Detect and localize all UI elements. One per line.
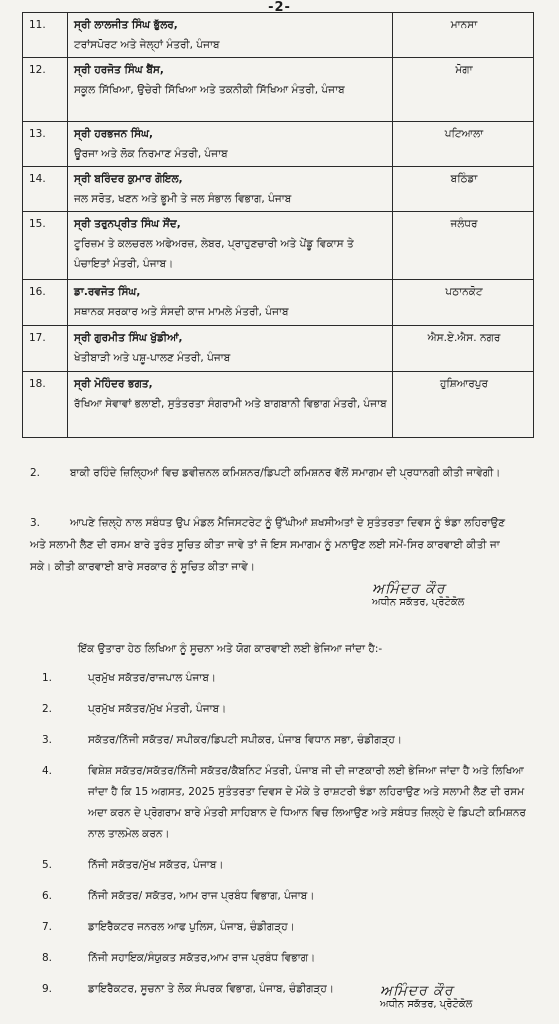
table-row: [23, 122, 534, 167]
serial-number: 14.: [23, 167, 68, 212]
signature: ਅਮਿੰਦਰ ਕੌਰ: [372, 581, 446, 597]
table-row: [23, 13, 534, 58]
officials-table: [22, 12, 534, 438]
list-text: ਪ੍ਰਮੁੱਖ ਸਕੱਤਰ/ਰਾਜਪਾਲ ਪੰਜਾਬ।: [88, 672, 216, 684]
list-item: [30, 668, 530, 689]
official-cell: [68, 326, 393, 372]
official-name: ਡਾ.ਰਵਜੋਤ ਸਿੰਘ,: [74, 286, 141, 298]
official-role: ਊਰਜਾ ਅਤੇ ਲੋਕ ਨਿਰਮਾਣ ਮੰਤਰੀ, ਪੰਜਾਬ: [74, 148, 228, 160]
official-name: ਸ੍ਰੀ ਹਰਭਜਨ ਸਿੰਘ,: [74, 128, 153, 140]
list-item: [30, 699, 530, 720]
list-number: 1.: [42, 672, 53, 684]
official-name: ਸ੍ਰੀ ਹਰਜੋਤ ਸਿੰਘ ਬੈਂਸ,: [74, 64, 164, 76]
list-number: 9.: [42, 983, 53, 995]
serial-number: 15.: [23, 212, 68, 280]
paragraph-number: 2.: [30, 467, 41, 479]
list-item: [30, 917, 530, 938]
official-cell: [68, 167, 393, 212]
list-number: 5.: [42, 859, 53, 871]
paragraph-text: ਆਪਣੇ ਜ਼ਿਲ੍ਹੇ ਨਾਲ ਸਬੰਧਤ ਉਪ ਮੰਡਲ ਮੈਜਿਸਟਰੇਟ ਨੂੰ ਉੱਘੀਆਂ ਸ਼ਖਸੀਅਤਾਂ ਦੇ ਸੁਤੰਤਰਤਾ ਦਿਵਸ ਨੂੰ ਝੰਡਾ ਲਹਿਰਾਉਣ ਅਤੇ ਸਲਾਮੀ ਲੈਣ ਦੀ ਰਸਮ ਬਾਰੇ ਤੁਰੰਤ ਸੂਚਿਤ ਕੀਤਾ ਜਾਵੇ ਤਾਂ ਜੋ ਇਸ ਸਮਾਗਮ ਨੂੰ ਮਨਾਉਣ ਲਈ ਸਮੇਂ-ਸਿਰ ਕਾਰਵਾਈ ਕੀਤੀ ਜਾ ਸਕੇ। ਕੀਤੀ ਕਾਰਵਾਈ ਬਾਰੇ ਸਰਕਾਰ ਨੂੰ ਸੂਚਿਤ ਕੀਤਾ ਜਾਵੇ।: [30, 517, 506, 573]
table-row: [23, 372, 534, 438]
district-name: ਜਲੰਧਰ: [393, 212, 534, 280]
official-role: ਟੂਰਿਜ਼ਮ ਤੇ ਕਲਚਰਲ ਅਫੇਅਰਜ਼, ਲੇਬਰ, ਪ੍ਰਾਹੁਣਚਾਰੀ ਅਤੇ ਪੇਂਡੂ ਵਿਕਾਸ ਤੇ ਪੰਚਾਇਤਾਂ ਮੰਤਰੀ, ਪੰਜਾਬ।: [74, 238, 354, 270]
official-name: ਸ੍ਰੀ ਤਰੁਨਪ੍ਰੀਤ ਸਿੰਘ ਸੌਂਦ,: [74, 218, 181, 230]
official-name: ਸ੍ਰੀ ਲਾਲਜੀਤ ਸਿੰਘ ਭੁੱਲਰ,: [74, 19, 178, 31]
list-number: 4.: [42, 765, 53, 777]
table-row: [23, 326, 534, 372]
list-item: [30, 855, 530, 876]
list-text: ਡਾਇਰੈਕਟਰ, ਸੂਚਨਾ ਤੇ ਲੋਕ ਸੰਪਰਕ ਵਿਭਾਗ, ਪੰਜਾਬ, ਚੰਡੀਗੜ੍ਹ।: [88, 983, 334, 995]
list-text: ਨਿੱਜੀ ਸਹਾਇਕ/ਸੰਯੁਕਤ ਸਕੱਤਰ,ਆਮ ਰਾਜ ਪ੍ਰਬੰਧ ਵਿਭਾਗ।: [88, 952, 316, 964]
official-cell: [68, 280, 393, 326]
district-name: ਪਠਾਨਕੋਟ: [393, 280, 534, 326]
district-name: ਬਠਿੰਡਾ: [393, 167, 534, 212]
signature-block-1: [372, 582, 464, 610]
official-role: ਸਥਾਨਕ ਸਰਕਾਰ ਅਤੇ ਸੰਸਦੀ ਕਾਜ ਮਾਮਲੇ ਮੰਤਰੀ, ਪੰਜਾਬ: [74, 306, 289, 318]
official-role: ਸਕੂਲ ਸਿੱਖਿਆ, ਉਚੇਰੀ ਸਿੱਖਿਆ ਅਤੇ ਤਕਨੀਕੀ ਸਿੱਖਿਆ ਮੰਤਰੀ, ਪੰਜਾਬ: [74, 84, 345, 96]
list-item: [30, 730, 530, 751]
paragraph-2: [30, 462, 522, 484]
serial-number: 17.: [23, 326, 68, 372]
list-text: ਸਕੱਤਰ/ਨਿੱਜੀ ਸਕੱਤਰ/ ਸਪੀਕਰ/ਡਿਪਟੀ ਸਪੀਕਰ, ਪੰਜਾਬ ਵਿਧਾਨ ਸਭਾ, ਚੰਡੀਗੜ੍ਹ।: [88, 734, 402, 746]
official-cell: [68, 58, 393, 122]
district-name: ਐਸ.ਏ.ਐਸ. ਨਗਰ: [393, 326, 534, 372]
list-number: 3.: [42, 734, 53, 746]
list-number: 7.: [42, 921, 53, 933]
table-row: [23, 58, 534, 122]
signatory-designation: ਅਧੀਨ ਸਕੱਤਰ, ਪ੍ਰੋਟੋਕੋਲ: [380, 999, 473, 1010]
signature: ਅਮਿੰਦਰ ਕੌਰ: [380, 983, 454, 999]
serial-number: 16.: [23, 280, 68, 326]
list-number: 6.: [42, 890, 53, 902]
official-role: ਰੱਖਿਆ ਸੇਵਾਵਾਂ ਭਲਾਈ, ਸੁਤੰਤਰਤਾ ਸੰਗਰਾਮੀ ਅਤੇ ਬਾਗਬਾਨੀ ਵਿਭਾਗ ਮੰਤਰੀ, ਪੰਜਾਬ: [74, 398, 387, 410]
official-cell: [68, 13, 393, 58]
paragraph-3: [30, 512, 522, 578]
serial-number: 13.: [23, 122, 68, 167]
official-cell: [68, 372, 393, 438]
district-name: ਹੁਸ਼ਿਆਰਪੁਰ: [393, 372, 534, 438]
list-item: [30, 886, 530, 907]
page-number: -2-: [268, 0, 291, 15]
table-row: [23, 212, 534, 280]
paragraph-number: 3.: [30, 517, 41, 529]
signatory-designation: ਅਧੀਨ ਸਕੱਤਰ, ਪ੍ਰੋਟੋਕੋਲ: [372, 597, 465, 608]
official-name: ਸ੍ਰੀ ਮੋਹਿੰਦਰ ਭਗਤ,: [74, 378, 153, 390]
table-row: [23, 167, 534, 212]
official-role: ਖੇਤੀਬਾੜੀ ਅਤੇ ਪਸ਼ੂ-ਪਾਲਣ ਮੰਤਰੀ, ਪੰਜਾਬ: [74, 352, 231, 364]
distribution-intro: ਇੱਕ ਉਤਾਰਾ ਹੇਠ ਲਿਖਿਆ ਨੂੰ ਸੂਚਨਾ ਅਤੇ ਯੋਗ ਕਾਰਵਾਈ ਲਈ ਭੇਜਿਆ ਜਾਂਦਾ ਹੈ:-: [78, 643, 383, 655]
paragraph-text: ਬਾਕੀ ਰਹਿੰਦੇ ਜ਼ਿਲ੍ਹਿਆਂ ਵਿਚ ਡਵੀਜ਼ਨਲ ਕਮਿਸ਼ਨਰ/ਡਿਪਟੀ ਕਮਿਸ਼ਨਰ ਵੱਲੋਂ ਸਮਾਗਮ ਦੀ ਪ੍ਰਧਾਨਗੀ ਕੀਤੀ ਜਾਵੇਗੀ।: [70, 467, 501, 479]
official-role: ਜਲ ਸਰੋਤ, ਖਣਨ ਅਤੇ ਭੂਮੀ ਤੇ ਜਲ ਸੰਭਾਲ ਵਿਭਾਗ, ਪੰਜਾਬ: [74, 193, 292, 205]
officials-table-body: [23, 13, 534, 438]
table-row: [23, 280, 534, 326]
official-role: ਟਰਾਂਸਪੋਰਟ ਅਤੇ ਜੇਲ੍ਹਾਂ ਮੰਤਰੀ, ਪੰਜਾਬ: [74, 39, 220, 51]
list-number: 2.: [42, 703, 53, 715]
official-name: ਸ੍ਰੀ ਗੁਰਮੀਤ ਸਿੰਘ ਖੁੱਡੀਆਂ,: [74, 332, 183, 344]
district-name: ਮਾਨਸਾ: [393, 13, 534, 58]
list-number: 8.: [42, 952, 53, 964]
list-text: ਨਿੱਜੀ ਸਕੱਤਰ/ਮੁੱਖ ਸਕੱਤਰ, ਪੰਜਾਬ।: [88, 859, 224, 871]
list-text: ਨਿੱਜੀ ਸਕੱਤਰ/ ਸਕੱਤਰ, ਆਮ ਰਾਜ ਪ੍ਰਬੰਧ ਵਿਭਾਗ, ਪੰਜਾਬ।: [88, 890, 315, 902]
recipient-list: [30, 668, 530, 1010]
official-name: ਸ੍ਰੀ ਬਰਿੰਦਰ ਕੁਮਾਰ ਗੋਇਲ,: [74, 173, 183, 185]
serial-number: 12.: [23, 58, 68, 122]
list-text: ਵਿਸ਼ੇਸ਼ ਸਕੱਤਰ/ਸਕੱਤਰ/ਨਿੱਜੀ ਸਕੱਤਰ/ਕੈਬਨਿਟ ਮੰਤਰੀ, ਪੰਜਾਬ ਜੀ ਦੀ ਜਾਣਕਾਰੀ ਲਈ ਭੇਜਿਆ ਜਾਂਦਾ ਹੈ ਅਤੇ ਲਿਖਿਆ ਜਾਂਦਾ ਹੈ ਕਿ 15 ਅਗਸਤ, 2025 ਸੁਤੰਤਰਤਾ ਦਿਵਸ ਦੇ ਮੌਕੇ ਤੇ ਰਾਸ਼ਟਰੀ ਝੰਡਾ ਲਹਿਰਾਉਣ ਅਤੇ ਸਲਾਮੀ ਲੈਣ ਦੀ ਰਸਮ ਅਦਾ ਕਰਨ ਦੇ ਪ੍ਰੋਗਰਾਮ ਬਾਰੇ ਮੰਤਰੀ ਸਾਹਿਬਾਨ ਦੇ ਧਿਆਨ ਵਿਚ ਲਿਆਉਣ ਅਤੇ ਸਬੰਧਤ ਜ਼ਿਲ੍ਹੇ ਦੇ ਡਿਪਟੀ ਕਮਿਸ਼ਨਰ ਨਾਲ ਤਾਲਮੇਲ ਕਰਨ।: [88, 765, 526, 840]
list-text: ਡਾਇਰੈਕਟਰ ਜਨਰਲ ਆਫ ਪੁਲਿਸ, ਪੰਜਾਬ, ਚੰਡੀਗੜ੍ਹ।: [88, 921, 295, 933]
signature-block-2: [380, 984, 472, 1012]
district-name: ਮੋਗਾ: [393, 58, 534, 122]
district-name: ਪਟਿਆਲਾ: [393, 122, 534, 167]
serial-number: 18.: [23, 372, 68, 438]
list-text: ਪ੍ਰਮੁੱਖ ਸਕੱਤਰ/ਮੁੱਖ ਮੰਤਰੀ, ਪੰਜਾਬ।: [88, 703, 227, 715]
official-cell: [68, 122, 393, 167]
list-item: [30, 948, 530, 969]
official-cell: [68, 212, 393, 280]
serial-number: 11.: [23, 13, 68, 58]
list-item: [30, 761, 530, 845]
